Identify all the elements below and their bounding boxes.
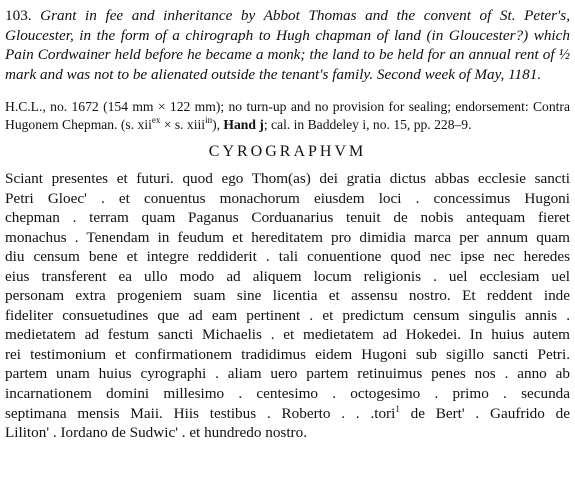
- text-line: incarnationem domini millesimo . centesimo . octogesimo . primo . secunda: [5, 384, 570, 402]
- text-line: monachus . Tenendam in feudum et hereditatem pro dimidia marca per annum quam: [5, 228, 570, 246]
- entry-number: 103.: [5, 7, 32, 24]
- text-line-witnesses: [5, 404, 570, 424]
- superscript-in: in: [205, 115, 213, 126]
- document-description: [5, 98, 570, 134]
- text-line: medietatem ad festum sancti Michaelis . et medietatem ad Hokedei. In huius autem: [5, 326, 570, 344]
- text-line-part: de Bert' . Gaufrido de: [399, 404, 570, 422]
- charter-text: [5, 169, 570, 443]
- text-line-part: septimana mensis Maii. Hiis testibus . Roberto . . .tori: [5, 404, 396, 422]
- hand-label: Hand j: [223, 117, 264, 133]
- entry-summary: Grant in fee and inheritance by Abbot Thomas and the convent of St. Peter's, Gloucester, in the form of a chirograph to Hugh chapman of land (in Gloucester?) which Pain Cordwainer held before he became a monk; the land to be held for an annual rent of: [5, 7, 570, 64]
- charter-title: CYROGRAPHVM: [208, 142, 367, 160]
- description-text: H.C.L., no. 1672 (154 mm × 122 mm); no turn-up and no provision for sealing; endorsement: Contra Hugonem Chepman. (s. xii: [5, 99, 570, 133]
- text-line: rei testimonium et confirmationem tradidimus eidem Hugoni sub sigillo sancti Petri.: [5, 345, 570, 363]
- description-text-2: × s. xiii: [160, 117, 206, 133]
- text-line: Liliton' . Iordano de Sudwic' . et hundredo nostro.: [5, 424, 307, 442]
- text-line: chepman . terram quam Paganus Corduanarius tenuit de nobis antequam fieret: [5, 209, 570, 227]
- text-line: fideliter consuetudines que ad eam pertinent . et predictum censum singulis annis .: [5, 306, 570, 324]
- footnote-marker: 1: [395, 403, 400, 414]
- rent-fraction: ½: [558, 46, 570, 64]
- text-line: Petri Gloec' . et conuentus monachorum eiusdem loci . concessimus Hugoni: [5, 189, 570, 207]
- entry-heading: [5, 6, 570, 84]
- entry-summary-end: mark and was not to be alienated outside the tenant's family. Second week of May, 1181.: [5, 65, 542, 83]
- description-text-3: ),: [212, 117, 224, 133]
- text-line: personam extra progeniem suam sine licentia et assensu nostro. Et reddent inde: [5, 287, 570, 305]
- description-text-4: ; cal. in Baddeley i, no. 15, pp. 228–9.: [263, 117, 472, 133]
- superscript-ex: ex: [151, 115, 161, 126]
- text-line: diu censum bene et integre reddiderit . tali conuentione quod nec ipse nec heredes: [5, 248, 570, 266]
- text-line: partem unam huius cyrographi . aliam uero partem retinuimus penes nos . anno ab: [5, 365, 570, 383]
- text-line: Sciant presentes et futuri. quod ego Thom(as) dei gratia dictus abbas ecclesie sancti: [5, 169, 570, 187]
- text-line: eius transferent ea ullo modo ad aliquem locum religionis . uel ecclesiam uel: [5, 267, 570, 285]
- document-body: [5, 6, 570, 443]
